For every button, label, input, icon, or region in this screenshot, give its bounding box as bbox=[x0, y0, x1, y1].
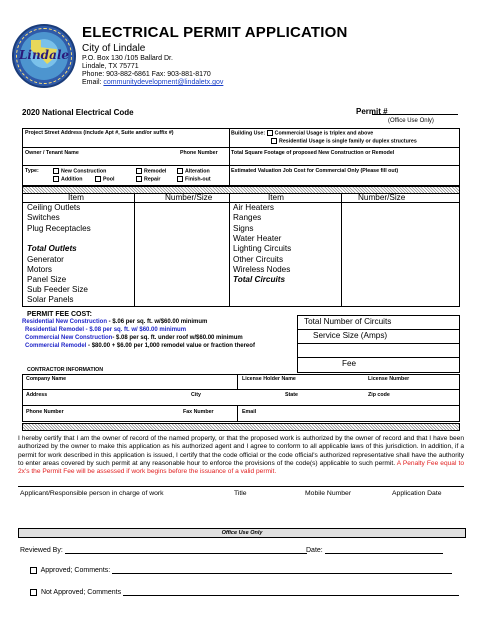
fee-res-new-label: Residential New Construction bbox=[22, 319, 108, 325]
grid-divider-3 bbox=[341, 193, 342, 306]
alteration-checkbox[interactable] bbox=[177, 168, 183, 174]
item-air-heaters: Air Heaters bbox=[233, 203, 274, 212]
permit-number-field[interactable] bbox=[372, 114, 458, 115]
type-label: Type: bbox=[25, 168, 39, 174]
zip-label: Zip code bbox=[368, 392, 390, 398]
type-repair[interactable] bbox=[136, 176, 161, 182]
phone-fax: Phone: 903-882-6861 Fax: 903-881-8170 bbox=[82, 71, 211, 78]
header-item-right: Item bbox=[268, 193, 284, 202]
header-item-left: Item bbox=[68, 193, 84, 202]
building-use-line bbox=[231, 130, 373, 136]
item-lighting-circuits: Lighting Circuits bbox=[233, 244, 292, 253]
project-row-1-line bbox=[22, 147, 459, 148]
fee-com-new bbox=[25, 335, 243, 341]
circuits-row-line-3 bbox=[297, 357, 459, 358]
type-pool[interactable] bbox=[95, 176, 114, 182]
commercial-option: Commercial Usage is triplex and above bbox=[274, 130, 374, 137]
fee-label: Fee bbox=[342, 359, 357, 368]
city-seal bbox=[12, 24, 76, 88]
contractor-line-2 bbox=[22, 405, 459, 406]
item-total-circuits: Total Circuits bbox=[233, 275, 286, 284]
fee-com-new-text: - $.08 per sq. ft. under roof w/$60.00 minimum bbox=[112, 335, 243, 341]
circuits-row-line-2 bbox=[297, 343, 459, 344]
certification-text bbox=[18, 435, 464, 476]
residential-line bbox=[271, 138, 417, 144]
addition-checkbox[interactable] bbox=[53, 176, 59, 182]
email-line bbox=[82, 79, 223, 86]
contractor-phone-label: Phone Number bbox=[26, 409, 64, 415]
approved-checkbox[interactable] bbox=[30, 567, 37, 574]
title-label: Title bbox=[234, 490, 247, 497]
fee-com-remodel-text: - $80.00 + $6.00 per 1,000 remodel value or fraction thereof bbox=[86, 343, 255, 349]
fee-title: PERMIT FEE COST: bbox=[27, 311, 92, 318]
total-circuits-label: Total Number of Circuits bbox=[304, 317, 392, 326]
type-label-finish-out: Finish-out bbox=[185, 176, 211, 183]
approved-label: Approved; Comments: bbox=[40, 567, 111, 574]
email-label: Email: bbox=[82, 79, 102, 86]
valuation-label: Estimated Valuation Job Cost for Commercial Only (Please fill out) bbox=[231, 168, 399, 174]
permit-label: Permit # bbox=[356, 107, 388, 116]
item-plug-receptacles: Plug Receptacles bbox=[27, 224, 91, 233]
fee-res-remodel bbox=[25, 327, 186, 333]
item-motors: Motors bbox=[27, 265, 53, 274]
item-other-circuits: Other Circuits bbox=[233, 255, 284, 264]
fee-res-new bbox=[22, 319, 207, 325]
review-date-label: Date: bbox=[306, 547, 323, 554]
finish-out-checkbox[interactable] bbox=[177, 176, 183, 182]
header-size-right: Number/Size bbox=[358, 193, 406, 202]
mobile-label: Mobile Number bbox=[305, 490, 352, 497]
type-label-alteration: Alteration bbox=[185, 168, 210, 175]
not-approved-checkbox[interactable] bbox=[30, 589, 37, 596]
contractor-line-1 bbox=[22, 389, 459, 390]
reviewed-by-field[interactable] bbox=[65, 546, 307, 554]
fee-res-remodel-text: - $.08 per sq. ft. w/ $60.00 minimum bbox=[84, 327, 187, 333]
license-number-label: License Number bbox=[368, 376, 410, 382]
type-label-pool: Pool bbox=[103, 176, 115, 183]
residential-option: Residential Usage is single family or duplex structures bbox=[279, 138, 417, 145]
item-panel-size: Panel Size bbox=[27, 275, 67, 284]
repair-checkbox[interactable] bbox=[136, 176, 142, 182]
type-addition[interactable] bbox=[53, 176, 82, 182]
seal-wordmark: Lindale bbox=[18, 48, 70, 62]
city-state-zip: Lindale, TX 75771 bbox=[82, 63, 139, 70]
item-total-outlets: Total Outlets bbox=[27, 244, 77, 253]
item-generator: Generator bbox=[27, 255, 64, 264]
company-name-label: Company Name bbox=[26, 376, 67, 382]
sqft-label: Total Square Footage of proposed New Construction or Remodel bbox=[231, 150, 395, 156]
type-label-repair: Repair bbox=[144, 176, 161, 183]
contractor-email-label: Email bbox=[242, 409, 257, 415]
item-switches: Switches bbox=[27, 213, 60, 222]
fee-res-remodel-label: Residential Remodel bbox=[25, 327, 85, 333]
pool-checkbox[interactable] bbox=[95, 176, 101, 182]
license-holder-label: License Holder Name bbox=[242, 376, 296, 382]
form-title: ELECTRICAL PERMIT APPLICATION bbox=[82, 24, 348, 41]
type-finish-out[interactable] bbox=[177, 176, 211, 182]
residential-checkbox[interactable] bbox=[271, 138, 277, 144]
state-label: State bbox=[285, 392, 298, 398]
item-water-heater: Water Heater bbox=[233, 234, 282, 243]
project-row-2-line bbox=[22, 165, 459, 166]
street-address-label: Project Street Address (include Apt #, Suite and/or suffix #) bbox=[25, 130, 174, 136]
address-label: Address bbox=[26, 392, 48, 398]
contractor-divider-1 bbox=[237, 374, 238, 389]
project-info-box bbox=[22, 128, 460, 186]
approved-comments-field[interactable] bbox=[112, 566, 452, 574]
separator-hatch-2 bbox=[22, 423, 460, 431]
reviewed-by-label: Reviewed By: bbox=[20, 547, 63, 554]
type-alteration[interactable] bbox=[177, 168, 210, 174]
item-ranges: Ranges bbox=[233, 213, 262, 222]
commercial-checkbox[interactable] bbox=[267, 130, 273, 136]
not-approved-row bbox=[30, 588, 459, 596]
remodel-checkbox[interactable] bbox=[136, 168, 142, 174]
signature-line[interactable] bbox=[18, 486, 464, 487]
fee-com-new-label: Commercial New Construction bbox=[25, 335, 113, 341]
not-approved-label: Not Approved; Comments bbox=[40, 589, 122, 596]
contractor-title: CONTRACTOR INFORMATION bbox=[27, 367, 104, 373]
review-date-field[interactable] bbox=[325, 546, 443, 554]
type-new-construction[interactable] bbox=[53, 168, 106, 174]
item-ceiling-outlets: Ceiling Outlets bbox=[27, 203, 81, 212]
not-approved-comments-field[interactable] bbox=[123, 588, 459, 596]
owner-phone-label: Phone Number bbox=[180, 150, 218, 156]
contractor-divider-2 bbox=[237, 405, 238, 421]
item-solar-panels: Solar Panels bbox=[27, 295, 74, 304]
item-wireless-nodes: Wireless Nodes bbox=[233, 265, 291, 274]
city-name: City of Lindale bbox=[82, 43, 146, 54]
fee-com-remodel bbox=[25, 343, 255, 349]
code-edition: 2020 National Electrical Code bbox=[22, 108, 134, 117]
fee-com-remodel-label: Commercial Remodel bbox=[25, 343, 87, 349]
applicant-label: Applicant/Responsible person in charge of work bbox=[20, 490, 164, 497]
new-construction-checkbox[interactable] bbox=[53, 168, 59, 174]
application-date-label: Application Date bbox=[392, 490, 442, 497]
fax-label: Fax Number bbox=[183, 409, 214, 415]
grid-divider-2 bbox=[229, 193, 230, 306]
header-size-left: Number/Size bbox=[165, 193, 213, 202]
office-use-bar: Office Use Only bbox=[18, 528, 466, 538]
type-label-new-construction: New Construction bbox=[61, 168, 107, 175]
service-size-label: Service Size (Amps) bbox=[313, 331, 388, 340]
type-label-remodel: Remodel bbox=[144, 168, 167, 175]
item-sub-feeder-size: Sub Feeder Size bbox=[27, 285, 88, 294]
item-signs: Signs bbox=[233, 224, 254, 233]
type-label-addition: Addition bbox=[61, 176, 83, 183]
building-use-label: Building Use: bbox=[231, 130, 266, 137]
project-divider bbox=[229, 128, 230, 185]
fee-res-new-text: - $.06 per sq. ft. w/$60.00 minimum bbox=[107, 319, 208, 325]
reviewed-by-row bbox=[20, 546, 307, 554]
certification-body: I hereby certify that I am the owner of record of the named property, or that the proposed work is authorized by the owner of record and that I have been authorized by the owner to make this application as his authorized agent and I agree to conform to all applicable laws of this jurisdiction. In addition, if a permit for work described in this application is issued, I certify that the code official or the code official's authorized representative shall have the authority to enter areas covered by such permit at any reasonable hour to enforce the provisions of the code(s) applicable to such permit. bbox=[18, 435, 464, 467]
email-link[interactable]: communitydevelopment@lindaletx.gov bbox=[103, 79, 224, 86]
review-date-row bbox=[306, 546, 443, 554]
approved-row bbox=[30, 566, 452, 574]
city-label: City bbox=[191, 392, 202, 398]
owner-label: Owner / Tenant Name bbox=[25, 150, 79, 156]
po-box: P.O. Box 130 /105 Ballard Dr. bbox=[82, 55, 173, 62]
grid-divider-1 bbox=[134, 193, 135, 306]
office-use-note: (Office Use Only) bbox=[388, 118, 434, 124]
penalty-notice: A Penalty Fee equal to 2x's the Permit Fee will be assessed if work begins before the issuance of a valid permit. bbox=[18, 459, 464, 476]
type-remodel[interactable] bbox=[136, 168, 166, 174]
circuits-row-line-1 bbox=[297, 329, 459, 330]
